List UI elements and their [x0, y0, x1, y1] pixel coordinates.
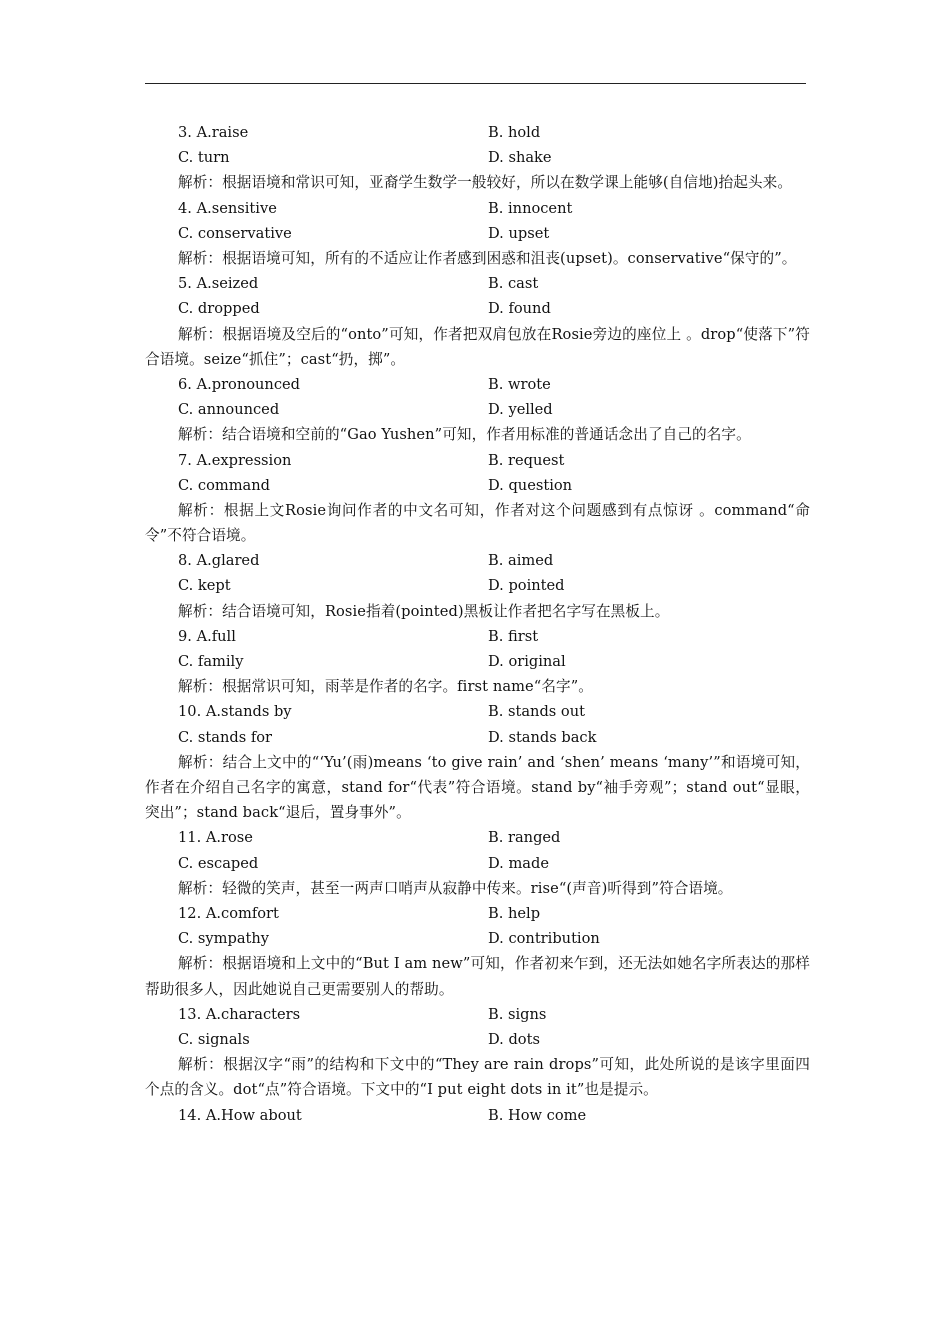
header-rule [145, 83, 806, 84]
analysis-text: 解析：轻微的笑声，甚至一两声口哨声从寂静中传来。rise“(声音)听得到”符合语境。 [178, 879, 733, 897]
option-row [145, 296, 810, 321]
option-c: C. conservative [178, 224, 292, 242]
analysis-text: 解析：根据语境和上文中的“But I am new”可知，作者初来乍到，还无法如她名字所表达的那样帮助很多人，因此她说自己更需要别人的帮助。 [145, 955, 810, 998]
option-a: 10. A.stands by [178, 703, 292, 721]
option-a: 9. A.full [178, 627, 236, 645]
option-c: C. kept [178, 577, 231, 595]
option-a: 14. A.How about [178, 1106, 302, 1124]
option-row [145, 372, 810, 397]
analysis-text: 解析：根据常识可知，雨莘是作者的名字。first name“名字”。 [178, 678, 593, 696]
option-c: C. announced [178, 401, 280, 419]
document-body [145, 120, 810, 1128]
option-row [145, 448, 810, 473]
option-d: D. found [488, 300, 551, 318]
analysis-text: 解析：根据上文Rosie询问作者的中文名可知，作者对这个问题感到有点惊讶 。command“命令”不符合语境。 [145, 501, 810, 545]
option-b: B. stands out [488, 703, 585, 721]
option-row [145, 221, 810, 246]
option-row [145, 649, 810, 674]
option-a: 8. A.glared [178, 552, 260, 570]
option-a: 12. A.comfort [178, 905, 279, 923]
option-row [145, 1103, 810, 1128]
analysis-text: 解析：根据汉字“雨”的结构和下文中的“They are rain drops”可知，此处所说的是该字里面四个点的含义。dot“点”符合语境。下文中的“I put eight dots in it”也是提示。 [145, 1056, 810, 1099]
option-d: D. pointed [488, 577, 565, 595]
option-c: C. family [178, 653, 244, 671]
option-a: 7. A.expression [178, 451, 292, 469]
option-c: C. sympathy [178, 930, 270, 948]
option-a: 13. A.characters [178, 1005, 301, 1023]
option-row [145, 926, 810, 951]
option-row [145, 851, 810, 876]
option-row [145, 271, 810, 296]
option-row [145, 145, 810, 170]
option-d: D. dots [488, 1030, 540, 1048]
option-d: D. stands back [488, 728, 597, 746]
option-b: B. cast [488, 275, 539, 293]
option-b: B. help [488, 905, 541, 923]
option-a: 5. A.seized [178, 275, 259, 293]
option-a: 3. A.raise [178, 124, 249, 141]
option-row [145, 624, 810, 649]
option-c: C. dropped [178, 300, 260, 318]
option-d: D. yelled [488, 401, 553, 419]
option-b: B. first [488, 627, 539, 645]
option-row [145, 1027, 810, 1052]
option-row [145, 120, 810, 145]
option-b: B. innocent [488, 199, 573, 217]
option-row [145, 725, 810, 750]
analysis-text: 解析：结合语境和空前的“Gao Yushen”可知，作者用标准的普通话念出了自己的名字。 [178, 426, 751, 444]
option-d: D. contribution [488, 930, 600, 948]
analysis-text: 解析：结合上文中的“‘Yu’(雨)means ‘to give rain’ and ‘shen’ means ‘many’”和语境可知，作者在介绍自己名字的寓意，stand for“代表”符合语境。stand by“袖手旁观”；stand out“显眼，突出”；stand back“退后，置身事外”。 [145, 753, 810, 822]
option-a: 6. A.pronounced [178, 375, 300, 393]
option-b: B. How come [488, 1106, 587, 1124]
analysis-text: 解析：根据语境可知，所有的不适应让作者感到困惑和沮丧(upset)。conservative“保守的”。 [178, 249, 797, 267]
option-c: C. signals [178, 1030, 250, 1048]
analysis-text: 解析：结合语境可知，Rosie指着(pointed)黑板让作者把名字写在黑板上。 [178, 602, 670, 620]
option-row [145, 699, 810, 724]
option-row [145, 573, 810, 598]
option-row [145, 548, 810, 573]
option-row [145, 901, 810, 926]
option-row [145, 1002, 810, 1027]
option-row [145, 825, 810, 850]
option-d: D. original [488, 653, 566, 671]
option-d: D. made [488, 854, 549, 872]
option-b: B. signs [488, 1005, 547, 1023]
option-a: 11. A.rose [178, 829, 253, 847]
option-c: C. command [178, 476, 271, 494]
option-a: 4. A.sensitive [178, 199, 277, 217]
option-d: D. upset [488, 224, 550, 242]
option-b: B. hold [488, 124, 541, 141]
option-c: C. stands for [178, 728, 273, 746]
option-b: B. ranged [488, 829, 561, 847]
analysis-text: 解析：根据语境和常识可知，亚裔学生数学一般较好，所以在数学课上能够(自信地)抬起头来。 [178, 174, 793, 192]
option-b: B. request [488, 451, 565, 469]
option-row [145, 397, 810, 422]
option-row [145, 196, 810, 221]
option-b: B. wrote [488, 375, 551, 393]
option-row [145, 473, 810, 498]
analysis-text: 解析：根据语境及空后的“onto”可知，作者把双肩包放在Rosie旁边的座位上 。drop“使落下”符合语境。seize“抓住”；cast“扔，掷”。 [145, 325, 810, 368]
option-b: B. aimed [488, 552, 554, 570]
option-c: C. turn [178, 149, 230, 167]
option-d: D. shake [488, 149, 552, 167]
option-c: C. escaped [178, 854, 259, 872]
option-d: D. question [488, 476, 573, 494]
